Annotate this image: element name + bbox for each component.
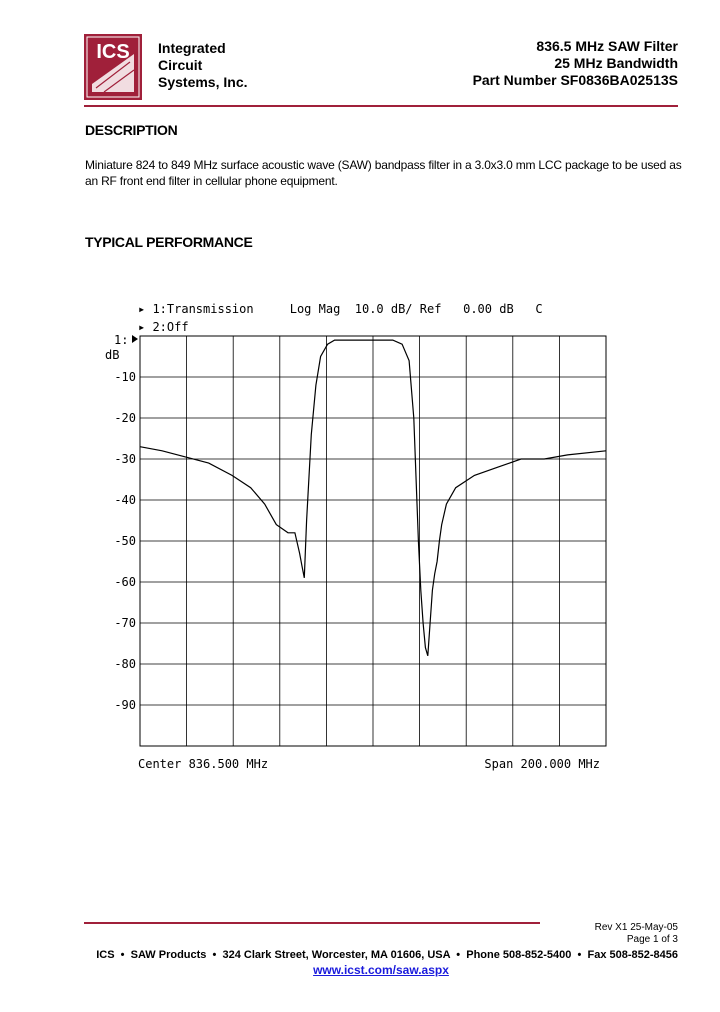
revision-date: Rev X1 25-May-05 [594,922,678,933]
performance-heading: TYPICAL PERFORMANCE [85,234,253,250]
y-tick-label: -90 [114,698,136,712]
product-title [473,38,678,89]
product-title-line-2: 25 MHz Bandwidth [554,55,678,71]
footer-phone: Phone 508-852-5400 [466,949,572,961]
company-name-line-2: Circuit [158,57,203,73]
footer-division: SAW Products [130,949,207,961]
chart-header-line-1: ▸ 1:Transmission Log Mag 10.0 dB/ Ref 0.00 dB C [138,302,543,316]
chart-grid [140,336,606,746]
footer-fax: Fax 508-852-8456 [587,949,678,961]
description-heading: DESCRIPTION [85,122,178,138]
y-tick-label: -50 [114,534,136,548]
y-tick-label: -10 [114,370,136,384]
y-tick-label: -60 [114,575,136,589]
span-label: Span 200.000 MHz [484,757,600,771]
footer-revision [595,922,678,946]
y-tick-label: -40 [114,493,136,507]
company-name-line-3: Systems, Inc. [158,74,248,90]
footer-rule [84,922,540,924]
y-tick-label: -20 [114,411,136,425]
footer-company: ICS [96,949,115,961]
y-tick-label: -30 [114,452,136,466]
center-frequency-label: Center 836.500 MHz [138,757,269,771]
footer-address: ICS • SAW Products • 324 Clark Street, Worcester, MA 01606, USA • Phone 508-852-5400 • Fax 508-852-8456 [96,949,678,961]
ref-marker-icon [132,335,138,343]
y-tick-label: -70 [114,616,136,630]
part-number: Part Number SF0836BA02513S [472,72,678,88]
marker-label: 1: [114,333,129,347]
header-rule [84,105,678,107]
y-tick-labels [114,370,136,712]
website-link[interactable]: www.icst.com/saw.aspx [313,963,449,977]
description-text: Miniature 824 to 849 MHz surface acoustic wave (SAW) bandpass filter in a 3.0x3.0 mm LCC package to be used as an RF front end filter in cellular phone equipment. [85,158,682,188]
page-number: Page 1 of 3 [626,934,678,945]
company-name-line-1: Integrated [158,40,226,56]
company-name [158,40,248,91]
footer-street: 324 Clark Street, Worcester, MA 01606, USA [222,949,451,961]
ics-logo [84,34,142,100]
product-title-line-1: 836.5 MHz SAW Filter [536,38,678,54]
chart-header-line-2: ▸ 2:Off [138,320,189,334]
transmission-chart [100,294,620,774]
logo-text: ICS [96,41,130,63]
y-axis-label: dB [105,348,120,362]
y-tick-label: -80 [114,657,136,671]
